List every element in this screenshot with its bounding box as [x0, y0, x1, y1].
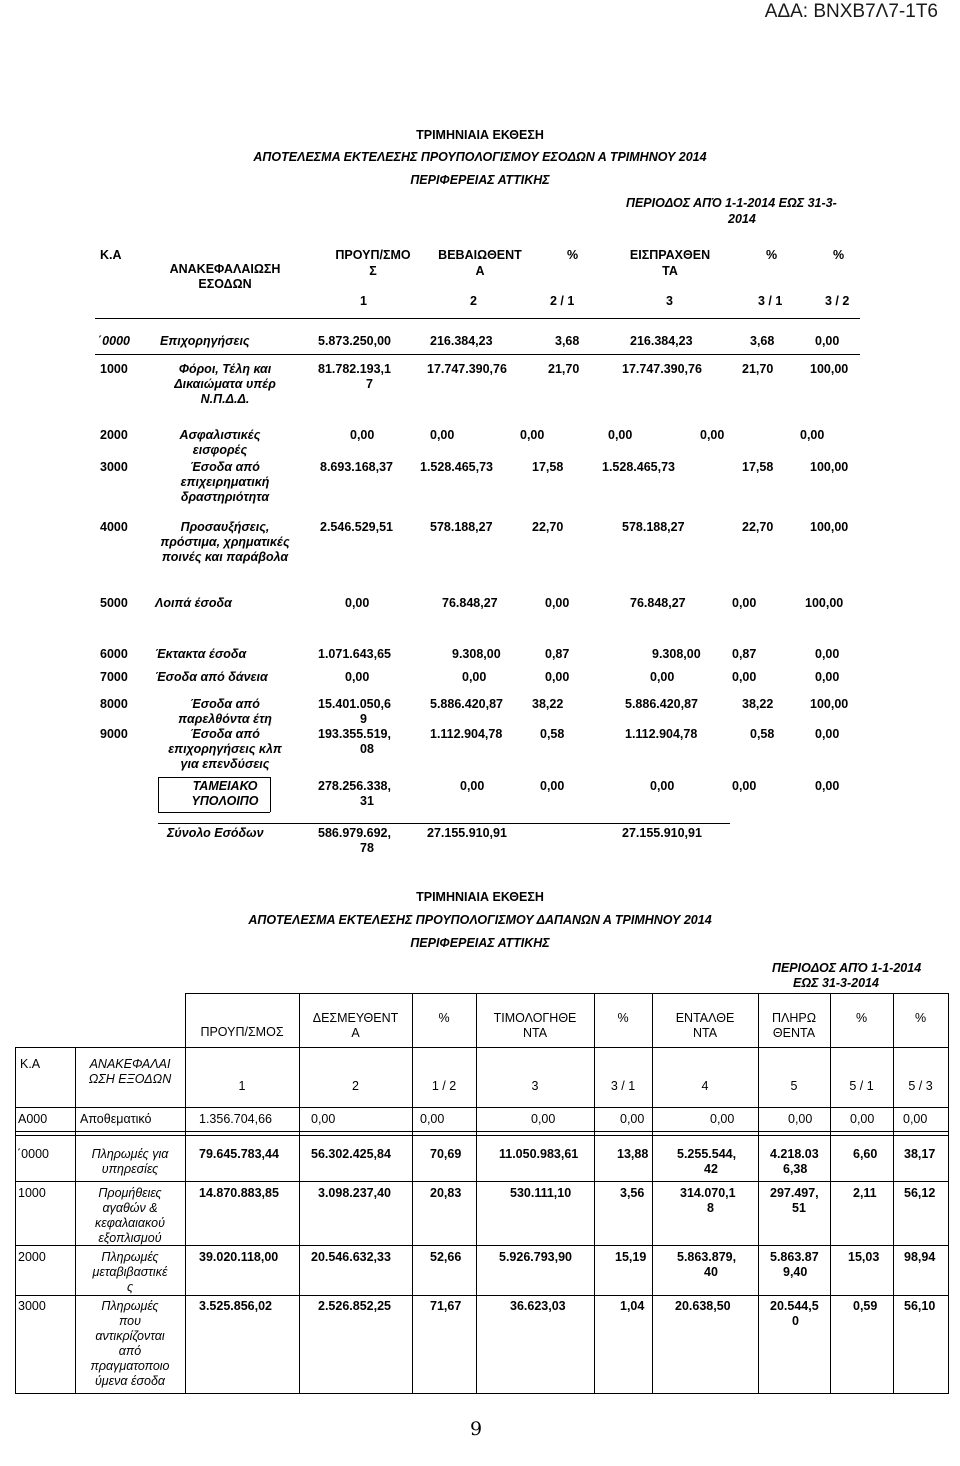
row-name: Αποθεματικό: [80, 1112, 152, 1126]
colnum: 1 / 2: [431, 1079, 457, 1093]
cell-budget: 0,00: [350, 428, 375, 442]
cell-paid: 297.497,: [770, 1186, 819, 1200]
header-ent-1: ΕΝΤΑΛΘΕ: [675, 1011, 735, 1025]
cell-ordered: 42: [704, 1162, 718, 1176]
cell-committed: 0,00: [311, 1112, 336, 1126]
cell-pct: 0,00: [815, 670, 840, 684]
cell-budget: 79.645.783,44: [199, 1147, 279, 1161]
header-pct-4: %: [914, 1011, 927, 1025]
cell-pct: 20,83: [430, 1186, 462, 1200]
row-name: Ασφαλιστικές: [179, 428, 261, 442]
cell-pct: 0,00: [545, 596, 570, 610]
row-name: εξοπλισμού: [98, 1231, 162, 1245]
header-bev-2: Α: [475, 264, 485, 278]
cell-invoiced: 11.050.983,61: [499, 1147, 579, 1161]
cell-pct: 1,04: [620, 1299, 645, 1313]
colnum: 3 / 1: [610, 1079, 636, 1093]
cash-box-bottom: [158, 812, 270, 813]
cell-invoiced: 0,00: [531, 1112, 556, 1126]
row-name: ποινές και παράβολα: [161, 550, 289, 564]
header-ent-2: ΝΤΑ: [692, 1026, 718, 1040]
cell-pct: 21,70: [548, 362, 580, 376]
header-pct-3: %: [855, 1011, 868, 1025]
row-name: ς: [126, 1280, 134, 1294]
cell-pct: 0,00: [815, 334, 840, 348]
cell-budget: 8.693.168,37: [320, 460, 393, 474]
cell-certified: 0,00: [460, 779, 485, 793]
cell-budget: 81.782.193,1: [318, 362, 391, 376]
row-code: 2000: [18, 1250, 46, 1264]
row-name: αγαθών &: [102, 1201, 158, 1215]
cell-pct: 0,00: [815, 727, 840, 741]
header-proy-2: Σ: [369, 264, 377, 278]
colnum: 5 / 3: [908, 1079, 933, 1093]
total-certified: 27.155.910,91: [427, 826, 507, 840]
cell-budget: 193.355.519,: [318, 727, 391, 741]
row-name: αντικρίζονται: [95, 1329, 165, 1343]
row-code: 7000: [100, 670, 128, 684]
cell-collected: 1.528.465,73: [602, 460, 675, 474]
table-rule: [15, 1181, 949, 1182]
row-name: Έσοδα από: [190, 697, 260, 711]
cell-pct: 100,00: [810, 362, 849, 376]
table-col-rule: [476, 993, 477, 1394]
cell-collected: 0,00: [608, 428, 633, 442]
cell-ordered: 5.255.544,: [677, 1147, 737, 1161]
table-col-rule: [594, 993, 595, 1394]
cell-pct: 0,00: [420, 1112, 445, 1126]
row-name: παρελθόντα έτη: [178, 712, 272, 726]
cell-budget: 2.546.529,51: [320, 520, 393, 534]
cell-pct: 38,17: [904, 1147, 936, 1161]
cell-committed: 2.526.852,25: [318, 1299, 391, 1313]
cell-certified: 1.112.904,78: [430, 727, 503, 741]
cell-certified: 0,00: [430, 428, 455, 442]
page-number: 9: [470, 1418, 483, 1440]
row-name: πραγματοποιο: [90, 1359, 170, 1373]
cell-pct: 52,66: [430, 1250, 462, 1264]
table-col-rule: [15, 1047, 16, 1394]
cell-pct: 6,60: [853, 1147, 878, 1161]
row-name: Πληρωμές για: [91, 1147, 169, 1161]
cell-collected: 1.112.904,78: [625, 727, 698, 741]
cell-budget: 39.020.118,00: [199, 1250, 279, 1264]
cell-collected: 9.308,00: [652, 647, 701, 661]
row-name: Έσοδα από: [190, 460, 260, 474]
cell-paid: 5.863.87: [770, 1250, 819, 1264]
cell-pct: 0,87: [732, 647, 757, 661]
table-bottom-rule: [15, 1393, 949, 1394]
table-col-rule: [412, 993, 413, 1394]
cell-pct: 21,70: [742, 362, 774, 376]
cell-committed: 56.302.425,84: [311, 1147, 391, 1161]
cell-budget: 1.071.643,65: [318, 647, 391, 661]
cell-certified: 0,00: [462, 670, 487, 684]
cell-committed: 20.546.632,33: [311, 1250, 391, 1264]
colnum: 2: [352, 1079, 359, 1093]
cash-box-left: [158, 777, 159, 812]
cell-pct: 0,00: [732, 779, 757, 793]
row-name: από: [118, 1344, 142, 1358]
table-rule: [15, 1295, 949, 1296]
colnum: 5 / 1: [849, 1079, 874, 1093]
row-name: Ν.Π.Δ.Δ.: [200, 392, 250, 406]
row-name: μεταβιβαστικέ: [92, 1265, 168, 1279]
cell-budget: 9: [360, 712, 367, 726]
table-col-rule: [830, 993, 831, 1394]
ada-code: ΑΔΑ: ΒΝΧΒ7Λ7-1Τ6: [764, 1, 938, 22]
row-code: 3000: [18, 1299, 46, 1313]
cell-pct: 70,69: [430, 1147, 462, 1161]
cell-pct: 100,00: [810, 697, 849, 711]
cell-invoiced: 530.111,10: [510, 1186, 572, 1200]
row-name: Έσοδα από: [190, 727, 260, 741]
table-rule: [15, 1135, 949, 1136]
header-proy: ΠΡΟΥΠ/ΣΜΟΣ: [200, 1025, 284, 1039]
cell-certified: 9.308,00: [452, 647, 501, 661]
revenue-subtitle: ΑΠΟΤΕΛΕΣΜΑ ΕΚΤΕΛΕΣΗΣ ΠΡΟΥΠΟΛΟΓΙΣΜΟΥ ΕΣΟΔΩΝ Α ΤΡΙΜΗΝΟΥ 2014: [253, 150, 707, 164]
cell-pct: 0,00: [815, 647, 840, 661]
header-desm-2: Α: [351, 1026, 360, 1040]
colnum: 2 / 1: [550, 294, 575, 308]
colnum: 3: [531, 1079, 539, 1093]
row-name: επιχορηγήσεις κλπ: [168, 742, 282, 756]
table-rule: [15, 1047, 949, 1048]
colnum: 5: [790, 1079, 798, 1093]
row-name: πρόστιμα, χρηματικές: [160, 535, 290, 549]
cell-budget: 1.356.704,66: [199, 1112, 272, 1126]
colnum: 3 / 2: [825, 294, 850, 308]
cell-collected: 216.384,23: [630, 334, 693, 348]
cell-pct: 0,00: [903, 1112, 928, 1126]
cell-pct: 17,58: [742, 460, 774, 474]
row-name: Πληρωμές: [101, 1250, 159, 1264]
row-code: 1000: [18, 1186, 46, 1200]
cell-pct: 13,88: [617, 1147, 649, 1161]
cell-certified: 216.384,23: [430, 334, 493, 348]
cell-budget: 278.256.338,: [318, 779, 391, 793]
row-code: 9000: [100, 727, 128, 741]
cell-ordered: 0,00: [710, 1112, 735, 1126]
row-name: κεφαλαιακού: [95, 1216, 165, 1230]
cell-pct: 17,58: [532, 460, 564, 474]
cell-pct: 0,58: [540, 727, 565, 741]
header-pct-3: %: [833, 248, 845, 262]
cell-pct: 71,67: [430, 1299, 462, 1313]
total-collected: 27.155.910,91: [622, 826, 702, 840]
cell-budget: 3.525.856,02: [199, 1299, 272, 1313]
row-code: 6000: [100, 647, 128, 661]
cell-paid: 20.544,5: [770, 1299, 819, 1313]
cell-budget: 08: [360, 742, 374, 756]
cell-paid: 4.218.03: [770, 1147, 819, 1161]
total-label: Σύνολο Εσόδων: [167, 826, 264, 840]
cell-pct: 38,22: [532, 697, 564, 711]
revenue-region: ΠΕΡΙΦΕΡΕΙΑΣ ΑΤΤΙΚΗΣ: [410, 173, 550, 187]
header-proy-1: ΠΡΟΥΠ/ΣΜΟ: [335, 248, 411, 262]
cell-pct: 2,11: [853, 1186, 877, 1200]
cash-box-top: [158, 777, 270, 778]
header-anak-2: ΕΣΟΔΩΝ: [198, 277, 252, 291]
cell-certified: 578.188,27: [430, 520, 493, 534]
header-desm-1: ΔΕΣΜΕΥΘΕΝΤ: [312, 1011, 399, 1025]
colnum: 3 / 1: [758, 294, 783, 308]
cell-collected: 0,00: [650, 779, 675, 793]
table-rule: [15, 1107, 949, 1108]
row-name: Λοιπά έσοδα: [155, 596, 232, 610]
cell-certified: 5.886.420,87: [430, 697, 503, 711]
row-name: ύμενα έσοδα: [94, 1374, 166, 1388]
cell-pct: 100,00: [810, 520, 849, 534]
header-anak-2: ΩΣΗ ΕΞΟΔΩΝ: [88, 1072, 172, 1086]
cell-pct: 3,56: [620, 1186, 645, 1200]
row-code: 2000: [100, 428, 128, 442]
row-name: Προμήθειες: [98, 1186, 162, 1200]
cell-pct: 0,00: [815, 779, 840, 793]
cell-paid: 9,40: [783, 1265, 808, 1279]
colnum: 4: [701, 1079, 709, 1093]
header-pl-1: ΠΛΗΡΩ: [771, 1011, 817, 1025]
cell-pct: 0,59: [853, 1299, 878, 1313]
cell-pct: 0,87: [545, 647, 570, 661]
header-eisp-1: ΕΙΣΠΡΑΧΘΕΝ: [629, 248, 711, 262]
cell-pct: 0,00: [620, 1112, 645, 1126]
header-ka: Κ.Α: [100, 248, 122, 262]
total-budget: 78: [360, 841, 374, 855]
row-name: Έσοδα από δάνεια: [155, 670, 268, 684]
revenue-title: ΤΡΙΜΗΝΙΑΙΑ ΕΚΘΕΣΗ: [416, 128, 544, 142]
header-eisp-2: ΤΑ: [662, 264, 678, 278]
cell-budget: 31: [360, 794, 374, 808]
cell-pct: 22,70: [742, 520, 774, 534]
row-code: 5000: [100, 596, 128, 610]
row-name: υπηρεσίες: [101, 1162, 159, 1176]
cell-certified: 17.747.390,76: [427, 362, 507, 376]
header-anak-1: ΑΝΑΚΕΦΑΛΑΙ: [89, 1057, 171, 1071]
cell-pct: 100,00: [810, 460, 849, 474]
cell-budget: 14.870.883,85: [199, 1186, 279, 1200]
row-rule: [95, 354, 860, 355]
cell-collected: 17.747.390,76: [622, 362, 702, 376]
header-anak-1: ΑΝΑΚΕΦΑΛΑΙΩΣΗ: [169, 262, 281, 276]
cell-budget: 0,00: [345, 670, 370, 684]
cell-pct: 0,00: [732, 596, 757, 610]
cell-paid: 51: [792, 1201, 806, 1215]
row-name: Προσαυξήσεις,: [180, 520, 270, 534]
table-col-rule: [893, 993, 894, 1394]
cell-certified: 1.528.465,73: [420, 460, 493, 474]
expenditure-period-line2: ΕΩΣ 31-3-2014: [793, 976, 879, 990]
cell-pct: 3,68: [555, 334, 580, 348]
row-name: ΥΠΟΛΟΙΠΟ: [191, 794, 259, 808]
expenditure-title: ΤΡΙΜΗΝΙΑΙΑ ΕΚΘΕΣΗ: [416, 890, 544, 904]
cell-collected: 0,00: [650, 670, 675, 684]
cell-certified: 76.848,27: [442, 596, 498, 610]
cell-pct: 98,94: [904, 1250, 936, 1264]
cell-pct: 22,70: [532, 520, 564, 534]
row-code: ΄0000: [98, 334, 130, 348]
row-name: Επιχορηγήσεις: [160, 334, 250, 348]
table-col-rule: [758, 993, 759, 1394]
cell-collected: 76.848,27: [630, 596, 686, 610]
row-name: ΤΑΜΕΙΑΚΟ: [192, 779, 258, 793]
header-tim-2: ΝΤΑ: [522, 1026, 548, 1040]
row-code: ΄0000: [17, 1147, 49, 1161]
header-bev-1: ΒΕΒΑΙΩΘΕΝΤ: [438, 248, 522, 262]
row-name: που: [118, 1314, 142, 1328]
row-code: 1000: [100, 362, 128, 376]
cell-invoiced: 5.926.793,90: [499, 1250, 572, 1264]
row-name: Πληρωμές: [101, 1299, 159, 1313]
row-name: Φόροι, Τέλη και: [178, 362, 272, 376]
colnum: 1: [238, 1079, 246, 1093]
header-pl-2: ΘΕΝΤΑ: [772, 1026, 816, 1040]
cell-ordered: 20.638,50: [675, 1299, 731, 1313]
cell-pct: 0,00: [540, 779, 565, 793]
colnum: 3: [666, 294, 673, 308]
table-col-rule: [299, 993, 300, 1394]
cell-pct: 15,19: [615, 1250, 647, 1264]
cell-collected: 5.886.420,87: [625, 697, 698, 711]
cell-ordered: 314.070,1: [680, 1186, 736, 1200]
cell-invoiced: 36.623,03: [510, 1299, 566, 1313]
cell-paid: 6,38: [783, 1162, 808, 1176]
total-budget: 586.979.692,: [318, 826, 391, 840]
cell-paid: 0,00: [788, 1112, 813, 1126]
cell-pct: 56,12: [904, 1186, 936, 1200]
row-code: Α000: [18, 1112, 48, 1126]
cell-pct: 0,00: [800, 428, 825, 442]
table-col-rule: [652, 993, 653, 1394]
row-code: 3000: [100, 460, 128, 474]
cell-pct: 100,00: [805, 596, 844, 610]
cell-pct: 0,00: [545, 670, 570, 684]
cell-budget: 7: [366, 377, 373, 391]
cell-pct: 0,00: [520, 428, 545, 442]
cell-collected: 578.188,27: [622, 520, 685, 534]
header-tim-1: ΤΙΜΟΛΟΓΗΘΕ: [493, 1011, 577, 1025]
header-pct-1: %: [567, 248, 579, 262]
cell-pct: 0,00: [700, 428, 725, 442]
expenditure-region: ΠΕΡΙΦΕΡΕΙΑΣ ΑΤΤΙΚΗΣ: [410, 936, 550, 950]
revenue-period-line2: 2014: [728, 212, 756, 226]
expenditure-subtitle: ΑΠΟΤΕΛΕΣΜΑ ΕΚΤΕΛΕΣΗΣ ΠΡΟΥΠΟΛΟΓΙΣΜΟΥ ΔΑΠΑΝΩΝ Α ΤΡΙΜΗΝΟΥ 2014: [248, 913, 712, 927]
cell-committed: 3.098.237,40: [318, 1186, 391, 1200]
header-pct-2: %: [617, 1011, 629, 1025]
row-name: για επενδύσεις: [180, 757, 270, 771]
cell-ordered: 8: [707, 1201, 714, 1215]
row-name: εισφορές: [192, 443, 248, 457]
row-name: δραστηριότητα: [180, 490, 270, 504]
table-rule: [15, 1131, 949, 1132]
cell-paid: 0: [792, 1314, 799, 1328]
colnum: 1: [360, 294, 367, 308]
cell-pct: 38,22: [742, 697, 774, 711]
revenue-period-line1: ΠΕΡΙΟΔΟΣ ΑΠΌ 1-1-2014 ΕΩΣ 31-3-: [626, 196, 837, 210]
row-name: Δικαιώματα υπέρ: [174, 377, 276, 391]
cell-pct: 15,03: [848, 1250, 880, 1264]
row-name: επιχειρηματική: [180, 475, 270, 489]
cell-budget: 5.873.250,00: [318, 334, 391, 348]
cell-ordered: 40: [704, 1265, 718, 1279]
cell-pct: 3,68: [750, 334, 775, 348]
colnum: 2: [470, 294, 477, 308]
header-pct-1: %: [438, 1011, 450, 1025]
row-code: 4000: [100, 520, 128, 534]
cell-budget: 0,00: [345, 596, 370, 610]
table-col-rule: [185, 993, 186, 1394]
total-rule-top: [158, 823, 730, 824]
cell-budget: 15.401.050,6: [318, 697, 391, 711]
row-code: 8000: [100, 697, 128, 711]
revenue-header-rule: [95, 318, 860, 319]
cell-pct: 0,58: [750, 727, 775, 741]
cash-box-right: [270, 777, 271, 812]
row-name: Έκτακτα έσοδα: [155, 647, 247, 661]
expenditure-period-line1: ΠΕΡΙΟΔΟΣ ΑΠΌ 1-1-2014: [772, 961, 922, 975]
cell-pct: 56,10: [904, 1299, 936, 1313]
header-pct-2: %: [766, 248, 778, 262]
table-col-rule: [948, 993, 949, 1394]
header-ka: Κ.Α: [20, 1057, 41, 1071]
cell-pct: 0,00: [850, 1112, 875, 1126]
cell-pct: 0,00: [732, 670, 757, 684]
cell-ordered: 5.863.879,: [677, 1250, 737, 1264]
